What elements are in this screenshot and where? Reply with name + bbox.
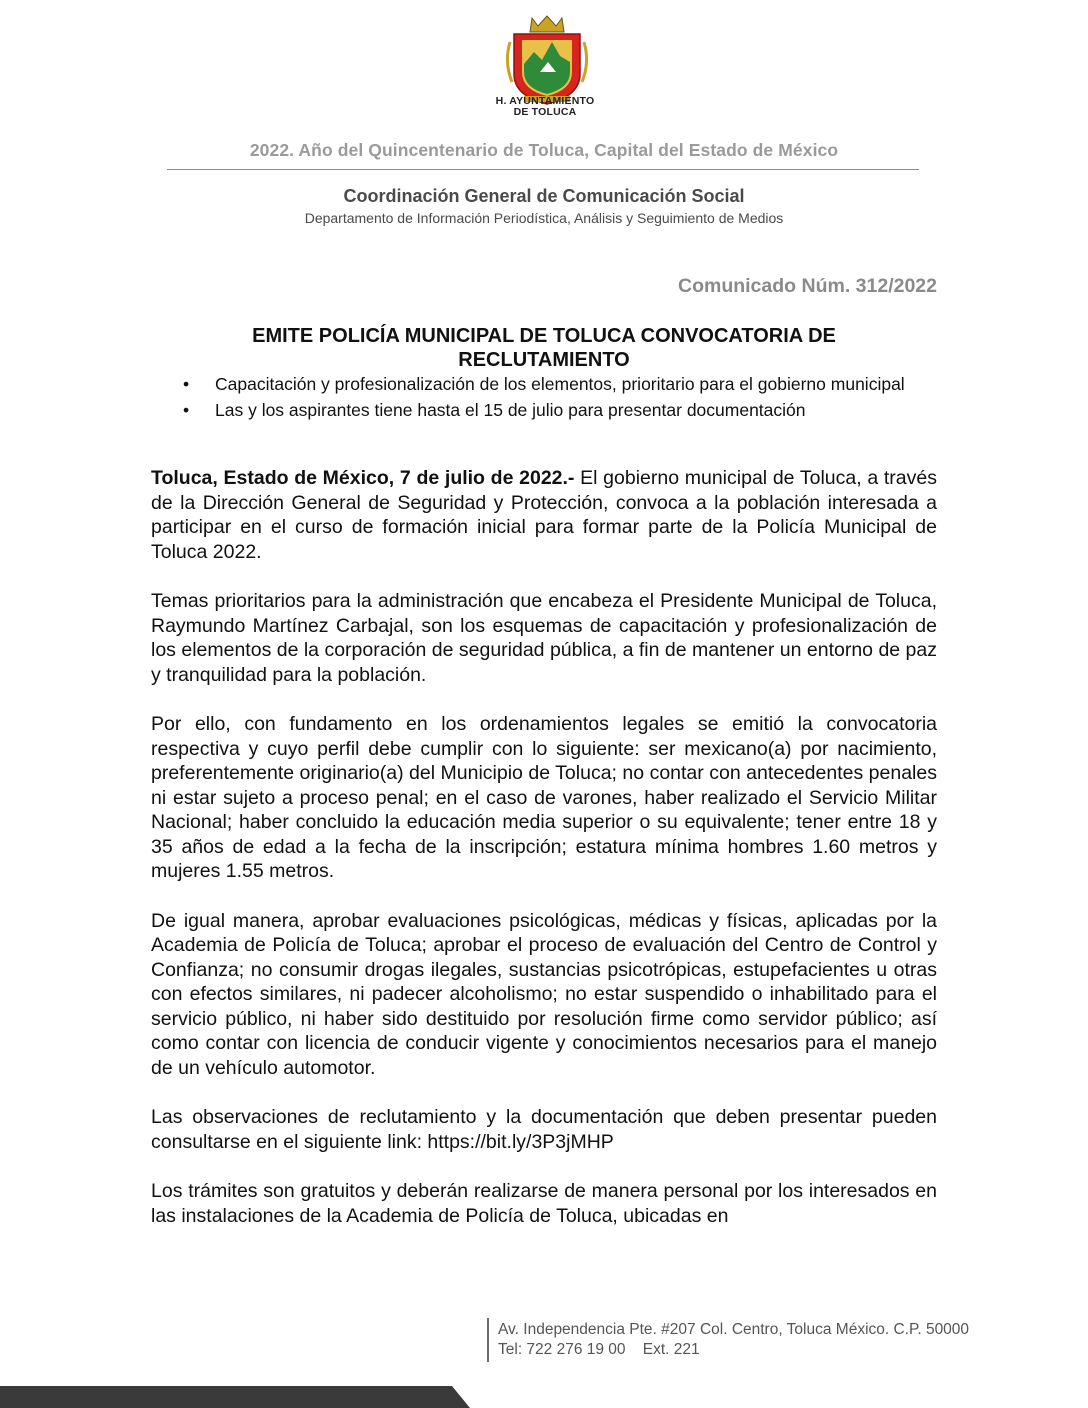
- paragraph: [151, 712, 937, 884]
- footer-divider: [487, 1318, 489, 1362]
- department-title: Coordinación General de Comunicación Social: [343, 186, 745, 206]
- paragraph: [151, 466, 937, 564]
- bullet-item: [183, 374, 943, 396]
- dateline: Toluca, Estado de México, 7 de julio de 2022.-: [151, 467, 575, 489]
- header-divider: [167, 169, 919, 170]
- bullet-text: Capacitación y profesionalización de los elementos, prioritario para el gobierno municipal: [215, 374, 905, 394]
- paragraph-text: De igual manera, aprobar evaluaciones psicológicas, médicas y físicas, aplicadas por la Academia de Policía de Toluca; aprobar el proceso de evaluación del Centro de Control y Confianza; no consumir drogas ilegales, sustancias psicotrópicas, estupefacientes u otras con efectos similares, ni padecer alcoholismo; no estar suspendido o inhabilitado para el servicio público, ni haber sido destituido por resolución firme como servidor público; así como contar con licencia de conducir vigente y conocimientos necesarios para el manejo de un vehículo automotor.: [151, 909, 937, 1079]
- bullet-dot-icon: •: [183, 399, 190, 420]
- footer-phone: Tel: 722 276 19 00 Ext. 221: [498, 1341, 700, 1358]
- paragraph-text: El gobierno municipal de Toluca, a través de la Dirección General de Seguridad y Protección, convoca a la población interesada a participar en el curso de formación inicial para formar parte de la Policía Municipal de Toluca 2022.: [151, 467, 937, 563]
- paragraph: [151, 589, 937, 687]
- press-release-number: Comunicado Núm. 312/2022: [677, 275, 937, 297]
- paragraph: [151, 1179, 937, 1228]
- department-subtitle: Departamento de Información Periodística, Análisis y Seguimiento de Medios: [304, 210, 784, 226]
- paragraph-text: Las observaciones de reclutamiento y la documentación que deben presentar pueden consultarse en el siguiente link: https://bit.ly/3P3jMHP: [151, 1106, 937, 1153]
- footer-decorative-bar: [0, 1386, 1088, 1408]
- bullet-text: Las y los aspirantes tiene hasta el 15 de julio para presentar documentación: [215, 399, 806, 420]
- bullet-dot-icon: •: [183, 374, 190, 394]
- headline: [200, 324, 888, 372]
- paragraph: [151, 909, 937, 1081]
- paragraph: [151, 1105, 937, 1154]
- headline-line2: RECLUTAMIENTO: [458, 349, 630, 371]
- footer-contact: [498, 1320, 1058, 1360]
- paragraph-text: Los trámites son gratuitos y deberán realizarse de manera personal por los interesados en las instalaciones de la Academia de Policía de Toluca, ubicadas en: [151, 1180, 937, 1227]
- organization-name-line2: DE TOLUCA: [513, 106, 577, 118]
- paragraph-text: Temas prioritarios para la administración que encabeza el Presidente Municipal de Toluca, Raymundo Martínez Carbajal, son los esquemas de capacitación y profesionalización de los elementos de la corporación de seguridad pública, a fin de mantener un entorno de paz y tranquilidad para la población.: [151, 590, 937, 686]
- footer-address: Av. Independencia Pte. #207 Col. Centro, Toluca México. C.P. 50000: [498, 1321, 970, 1338]
- bullet-item: [183, 400, 943, 422]
- paragraph-text: Por ello, con fundamento en los ordenamientos legales se emitió la convocatoria respectiva y cuyo perfil debe cumplir con lo siguiente: ser mexicano(a) por nacimiento, preferentemente originario(a) del Municipio de Toluca; no contar con antecedentes penales ni estar sujeto a proceso penal; en el caso de varones, haber realizado el Servicio Militar Nacional; haber concluido la educación media superior o su equivalente; tener entre 18 y 35 años de edad a la fecha de la inscripción; estatura mínima hombres 1.60 metros y mujeres 1.55 metros.: [151, 713, 937, 882]
- organization-name: [470, 96, 620, 118]
- headline-line1: EMITE POLICÍA MUNICIPAL DE TOLUCA CONVOCATORIA DE: [252, 325, 836, 347]
- organization-name-line1: H. AYUNTAMIENTO: [495, 95, 595, 107]
- summary-bullets: [183, 374, 943, 425]
- article-body: [151, 466, 937, 1253]
- year-motto: 2022. Año del Quincentenario de Toluca, Capital del Estado de México: [249, 140, 839, 160]
